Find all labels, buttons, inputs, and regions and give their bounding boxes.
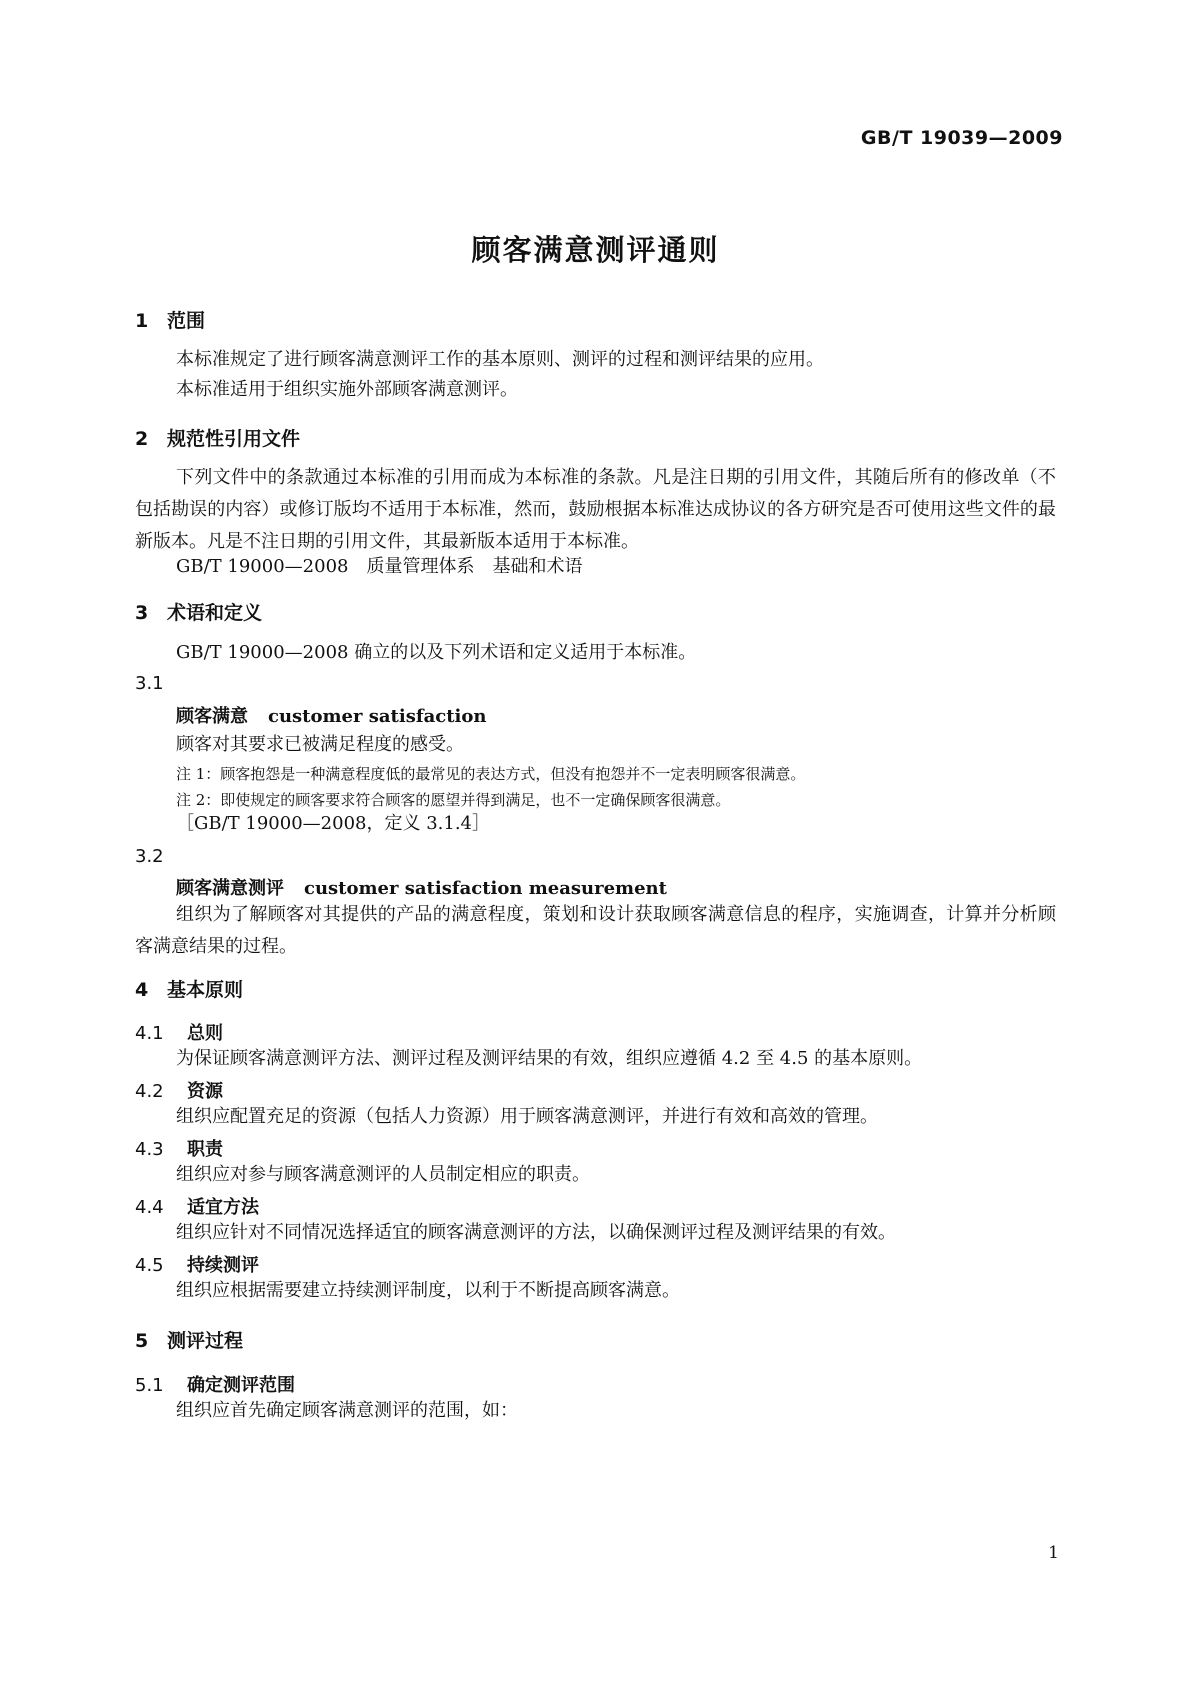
term-number: 3.2 [135, 846, 164, 867]
clause-title: 确定测评范围 [187, 1375, 295, 1396]
section-heading-3 [135, 598, 262, 625]
clause-number: 4.4 [135, 1197, 164, 1218]
clause-title: 资源 [187, 1081, 223, 1102]
section-title: 基本原则 [167, 979, 244, 1001]
section-number: 5 [135, 1330, 149, 1352]
clause-heading-4-2 [135, 1077, 223, 1103]
term-chinese: 顾客满意测评 [176, 878, 284, 899]
term-source: ［GB/T 19000—2008，定义 3.1.4］ [176, 813, 490, 834]
paragraph: GB/T 19000—2008 确立的以及下列术语和定义适用于本标准。 [176, 642, 697, 663]
clause-number: 4.3 [135, 1139, 164, 1160]
paragraph: 本标准规定了进行顾客满意测评工作的基本原则、测评的过程和测评结果的应用。 [176, 349, 824, 370]
section-number: 3 [135, 602, 149, 624]
term-number: 3.1 [135, 673, 164, 694]
paragraph: 组织应针对不同情况选择适宜的顾客满意测评的方法，以确保测评过程及测评结果的有效。 [176, 1222, 896, 1243]
note: 注 1：顾客抱怨是一种满意程度低的最常见的表达方式，但没有抱怨并不一定表明顾客很满意。 [176, 765, 806, 783]
term-english: customer satisfaction [268, 706, 487, 727]
term-english: customer satisfaction measurement [304, 878, 667, 899]
term-chinese: 顾客满意 [176, 706, 248, 727]
section-heading-4 [135, 975, 243, 1002]
clause-heading-4-4 [135, 1193, 259, 1219]
clause-heading-4-1 [135, 1019, 223, 1045]
section-number: 1 [135, 310, 149, 332]
term-heading [176, 874, 667, 900]
standard-number: GB/T 19039—2009 [860, 127, 1063, 149]
section-number: 4 [135, 979, 149, 1001]
clause-title: 适宜方法 [187, 1197, 259, 1218]
clause-heading-5-1 [135, 1371, 295, 1397]
clause-number: 4.1 [135, 1023, 164, 1044]
section-number: 2 [135, 428, 149, 450]
term-heading [176, 702, 486, 728]
clause-number: 5.1 [135, 1375, 164, 1396]
page-number: 1 [1048, 1543, 1059, 1563]
document-title: 顾客满意测评通则 [471, 233, 720, 267]
term-definition: 组织为了解顾客对其提供的产品的满意程度，策划和设计获取顾客满意信息的程序，实施调查，计算并分析顾客满意结果的过程。 [135, 904, 1056, 957]
section-heading-5 [135, 1326, 243, 1353]
paragraph: 组织应首先确定顾客满意测评的范围，如： [176, 1400, 518, 1421]
clause-title: 总则 [187, 1023, 223, 1044]
paragraph: 组织应对参与顾客满意测评的人员制定相应的职责。 [176, 1164, 590, 1185]
section-heading-2 [135, 424, 300, 451]
paragraph: 组织应配置充足的资源（包括人力资源）用于顾客满意测评，并进行有效和高效的管理。 [176, 1106, 878, 1127]
clause-heading-4-3 [135, 1135, 223, 1161]
paragraph: 组织应根据需要建立持续测评制度，以利于不断提高顾客满意。 [176, 1280, 680, 1301]
section-title: 规范性引用文件 [167, 428, 301, 450]
clause-number: 4.5 [135, 1255, 164, 1276]
paragraph: 本标准适用于组织实施外部顾客满意测评。 [176, 379, 518, 400]
section-title: 术语和定义 [167, 602, 263, 624]
section-heading-1 [135, 306, 205, 333]
paragraph: 为保证顾客满意测评方法、测评过程及测评结果的有效，组织应遵循 4.2 至 4.5 的基本原则。 [176, 1048, 923, 1069]
paragraph: 下列文件中的条款通过本标准的引用而成为本标准的条款。凡是注日期的引用文件，其随后所有的修改单（不包括勘误的内容）或修订版均不适用于本标准，然而，鼓励根据本标准达成协议的各方研究是否可使用这些文件的最新版本。凡是不注日期的引用文件，其最新版本适用于本标准。 [135, 467, 1056, 552]
normative-reference: GB/T 19000—2008 质量管理体系 基础和术语 [176, 556, 583, 577]
clause-title: 持续测评 [187, 1255, 259, 1276]
term-definition: 顾客对其要求已被满足程度的感受。 [176, 734, 464, 755]
clause-heading-4-5 [135, 1251, 259, 1277]
note: 注 2：即使规定的顾客要求符合顾客的愿望并得到满足，也不一定确保顾客很满意。 [176, 791, 731, 809]
section-title: 范围 [167, 310, 206, 332]
section-title: 测评过程 [167, 1330, 244, 1352]
clause-title: 职责 [187, 1139, 223, 1160]
clause-number: 4.2 [135, 1081, 164, 1102]
